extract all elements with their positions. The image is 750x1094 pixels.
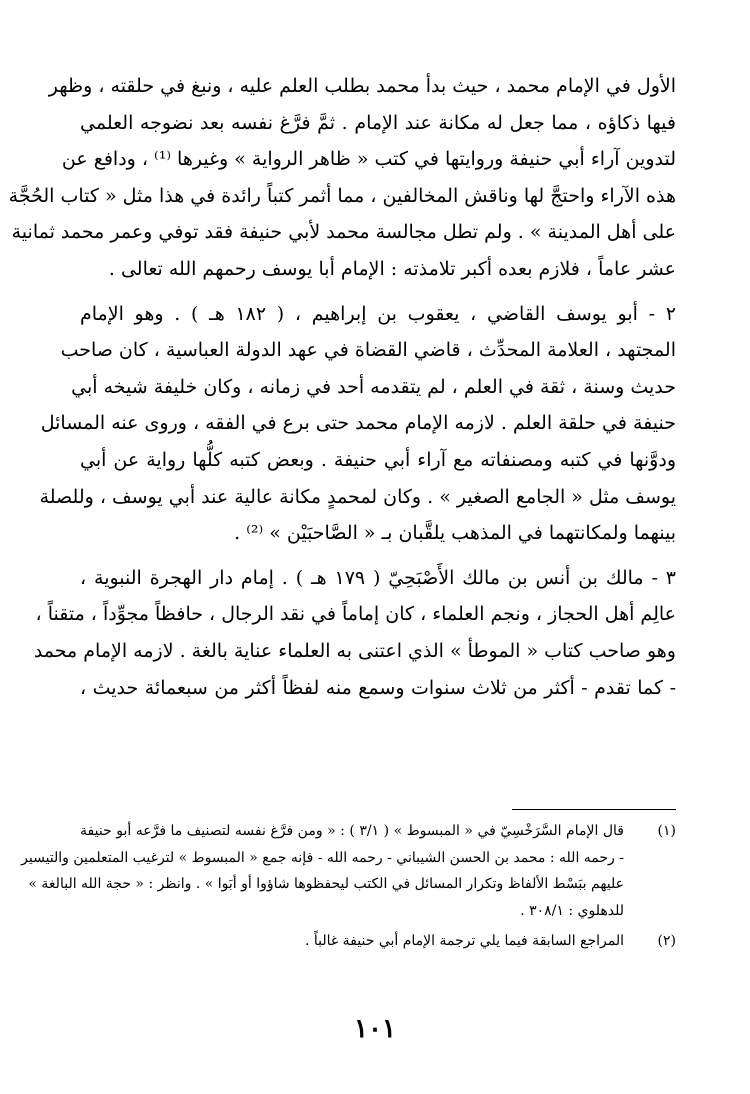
text-line: حنيفة في حلقة العلم . لازمه الإمام محمد حتى برع في الفقه ، وروى عنه المسائل	[40, 412, 676, 435]
paragraph-abu-yusuf	[39, 296, 677, 552]
text-line: الأول في الإمام محمد ، حيث بدأ محمد بطلب العلم عليه ، ونبغ في حلقته ، وظهر	[48, 75, 676, 97]
footnote-line: المراجع السابقة فيما يلي ترجمة الإمام أبي حنيفة غالباً .	[304, 933, 624, 949]
text-line: يوسف مثل « الجامع الصغير » . وكان لمحمدٍ مكانة عالية عند أبي يوسف ، وللصلة	[39, 485, 676, 508]
text-line: ودوَّنها في كتبه ومصنفاته مع آراء أبي حنيفة . وبعض كتبه كلُّها رواية عن أبي	[80, 448, 676, 471]
paragraph-malik	[33, 560, 676, 706]
footnote-line: للدهلوي : ٣٠٨/١ .	[520, 902, 624, 919]
text-line: المجتهد ، العلامة المحدِّث ، قاضي القضاة في عهد الدولة العباسية ، كان صاحب	[60, 339, 676, 362]
footnote-line: عليهم ببَسْط الألفاظ وتكرار المسائل في الكتب ليحفظوها شاؤوا أو أبَوا » . وانظر : « حجة الله البالغة »	[28, 876, 624, 892]
page-number: ١٠١	[354, 1014, 396, 1044]
text-line: فيها ذكاؤه ، مما جعل له مكانة عند الإمام . ثمَّ فرَّغ نفسه بعد نضوجه العلمي	[80, 111, 676, 134]
text-line: على أهل المدينة » . ولم تطل مجالسة محمد لأبي حنيفة فقد توفي وعمر محمد ثمانية	[11, 221, 676, 244]
footnote-line: - رحمه الله : محمد بن الحسن الشيباني - رحمه الله - فإنه جمع « المبسوط » لترغيب المتعلمين والتيسير	[21, 849, 624, 866]
footnotes	[21, 818, 676, 955]
footnote-number: (١)	[657, 823, 676, 839]
footnote-divider	[512, 809, 676, 810]
text-line: حديث وسنة ، ثقة في العلم ، لم يتقدمه أحد في زمانه ، وكان خليفة شيخه أبي	[71, 375, 676, 398]
text-line: عشر عاماً ، فلازم بعده أكبر تلامذته : الإمام أبا يوسف رحمهم الله تعالى .	[108, 257, 676, 280]
footnote-2	[80, 928, 676, 955]
text-line: وهو صاحب كتاب « الموطأ » الذي اعتنى به العلماء عناية بالغة . لازمه الإمام محمد	[33, 639, 676, 662]
footnote-number: (٢)	[657, 933, 676, 949]
paragraph-imam-muhammad	[8, 68, 676, 288]
text-line: هذه الآراء واحتجَّ لها وناقش المخالفين ، مما أثمر كتباً رائدة في هذا مثل « كتاب الحُجَّة	[8, 184, 676, 207]
footnote-line: قال الإمام السَّرَخْسِيّ في « المبسوط » ( ٣/١ ) : « ومن فرَّغ نفسه لتصنيف ما فرَّعه أبو حنيفة	[80, 823, 624, 839]
text-line: بينهما ولمكانتهما في المذهب يلقَّبان بـ « الصَّاحبَيْن » ⁽²⁾ .	[234, 522, 676, 545]
footnote-1	[21, 818, 676, 924]
text-line: لتدوين آراء أبي حنيفة وروايتها في كتب « ظاهر الرواية » وغيرها ⁽¹⁾ ، ودافع عن	[61, 148, 676, 171]
text-line: ٣ - مالك بن أنس بن مالك الأَصْبَحِيّ ( ١٧٩ هـ ) . إمام دار الهجرة النبوية ،	[80, 566, 676, 589]
text-line: - كما تقدم - أكثر من ثلاث سنوات وسمع منه لفظاً أكثر من سبعمائة حديث ،	[80, 676, 676, 699]
main-text	[8, 68, 677, 706]
text-line: عالِم أهل الحجاز ، ونجم العلماء ، كان إماماً في نقد الرجال ، حافظاً مجوِّداً ، متقناً ،	[35, 603, 676, 626]
text-line: ٢ - أبو يوسف القاضي ، يعقوب بن إبراهيم ، ( ١٨٢ هـ ) . وهو الإمام	[80, 302, 677, 325]
